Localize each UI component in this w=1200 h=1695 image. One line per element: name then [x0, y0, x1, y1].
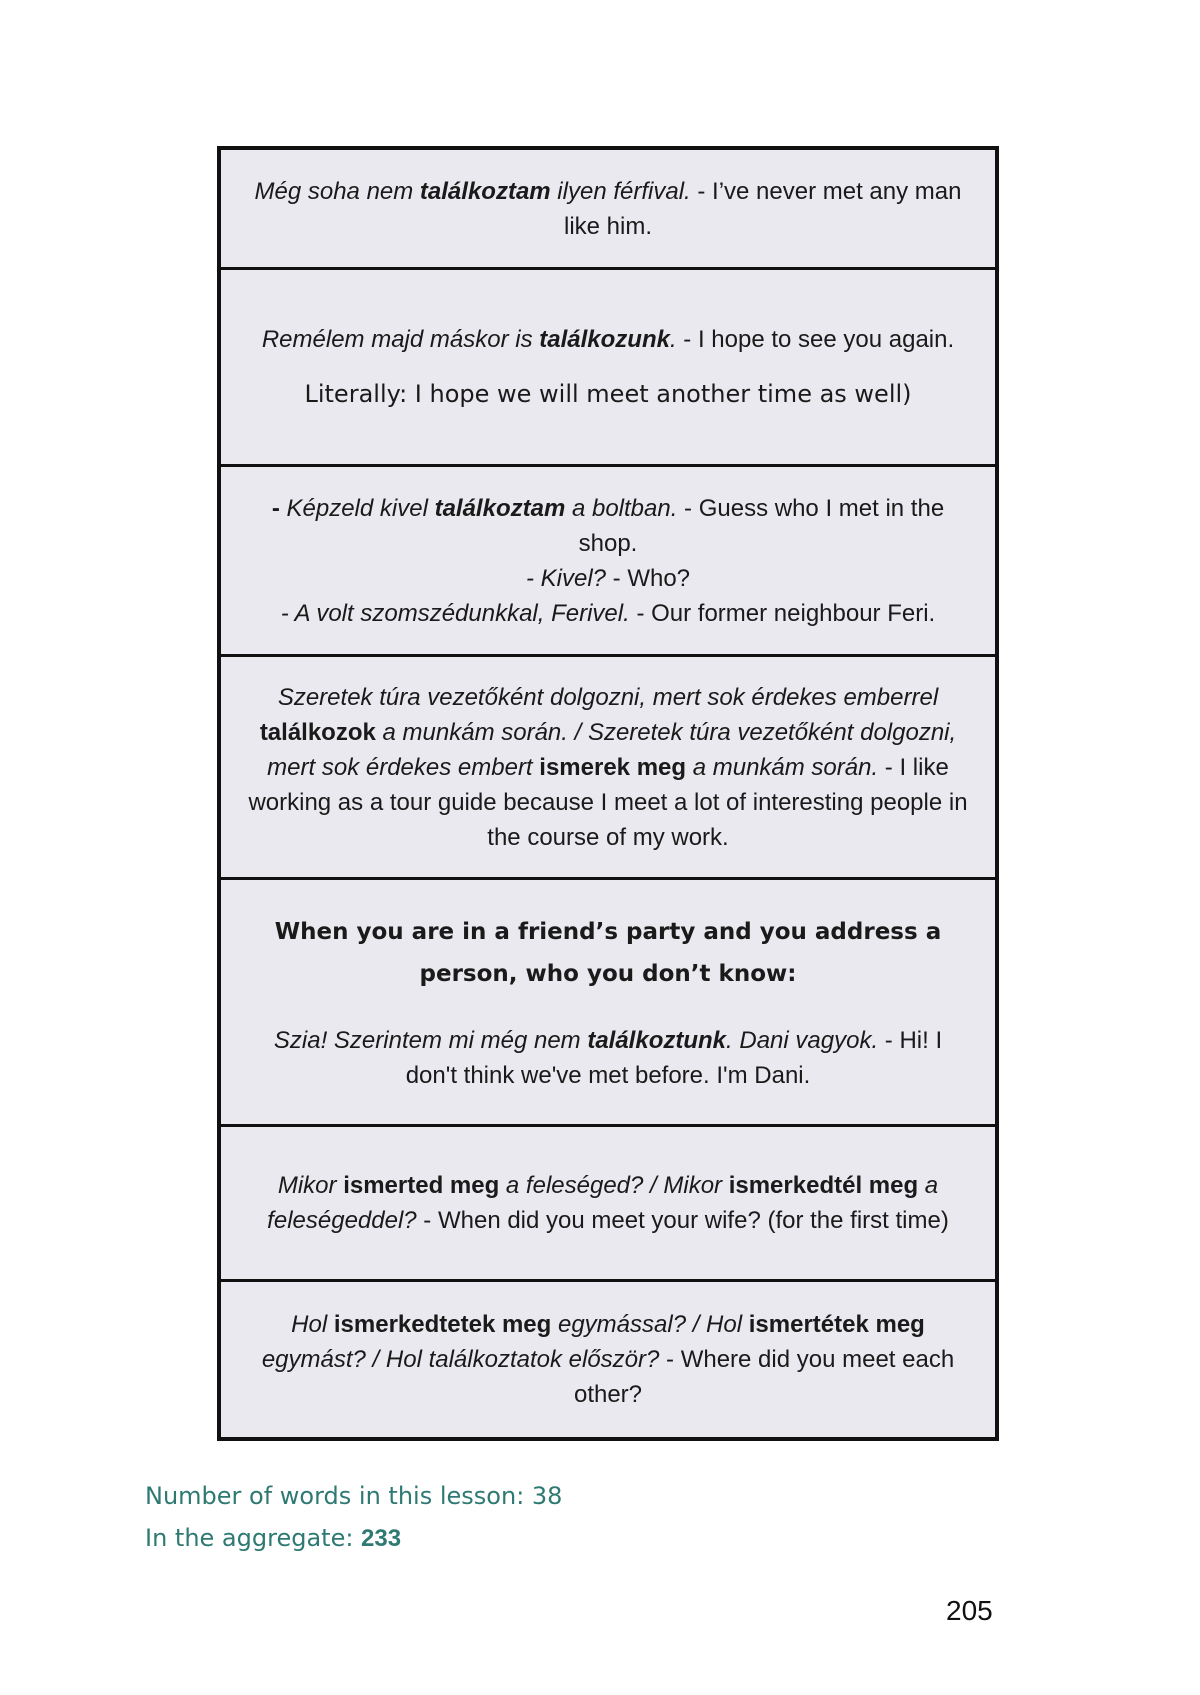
aggregate-word-count: In the aggregate: 233 [145, 1524, 402, 1552]
lesson-word-count: Number of words in this lesson: 38 [145, 1482, 563, 1510]
example-sentence: Még soha nem találkoztam ilyen férfival. - I’ve never met any man like him. [254, 177, 962, 240]
situation-heading: When you are in a friend’s party and you address a person, who you don’t know: [274, 919, 942, 987]
table-row [221, 657, 995, 880]
dialogue-line: - Képzeld kivel találkoztam a boltban. - Guess who I met in the shop. [271, 494, 945, 557]
table-row [221, 270, 995, 467]
table-row [221, 150, 995, 270]
table-row [221, 467, 995, 657]
page-number: 205 [946, 1595, 993, 1626]
example-sentence: Remélem majd máskor is találkozunk. - I hope to see you again. [261, 326, 955, 353]
dialogue-line: - Kivel? - Who? [525, 564, 691, 592]
example-sentence: Hol ismerkedtetek meg egymással? / Hol ismertétek meg egymást? / Hol találkoztatok először? - Where did you meet each other? [261, 1311, 955, 1408]
table-row [221, 880, 995, 1127]
vocabulary-table [217, 146, 999, 1441]
literal-translation: Literally: I hope we will meet another time as well) [304, 380, 912, 408]
example-sentence: Szeretek túra vezetőként dolgozni, mert sok érdekes emberrel találkozok a munkám során. / Szeretek túra vezetőként dolgozni, mert sok érdekes embert ismerek meg a munkám során. - I like working as a tour guide because I meet a lot of interesting people in the course of my work. [248, 683, 968, 851]
table-row [221, 1127, 995, 1282]
table-row [221, 1282, 995, 1437]
example-sentence: Szia! Szerintem mi még nem találkoztunk. Dani vagyok. - Hi! I don't think we've met before. I'm Dani. [273, 1027, 943, 1089]
dialogue-line: - A volt szomszédunkkal, Ferivel. - Our former neighbour Feri. [280, 599, 936, 627]
example-sentence: Mikor ismerted meg a feleséged? / Mikor ismerkedtél meg a feleségeddel? - When did you meet your wife? (for the first time) [267, 1172, 949, 1234]
